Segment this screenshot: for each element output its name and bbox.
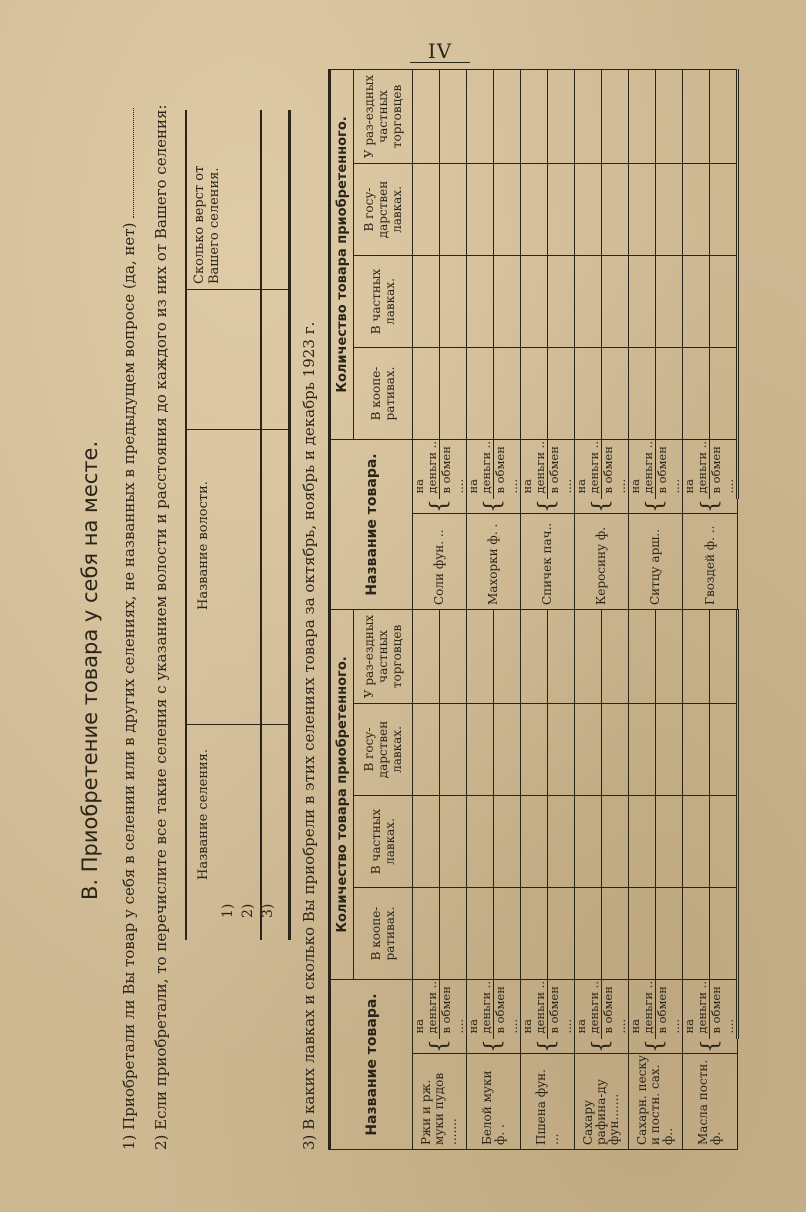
- left-good-name: Масла постн. ф.: [683, 1054, 738, 1150]
- villages-header-village: Название селения.: [196, 749, 211, 880]
- left-sub-coop: В коопе-ративах.: [354, 888, 413, 980]
- question-3: 3) В каких лавках и сколько Вы приобрели в этих селениях товара за октябрь, ноябрь и декабрь 1923 г.: [300, 321, 318, 1150]
- village-row-1: 1): [220, 903, 236, 918]
- purchase-table-left: Название товара. Количество товара приобретенного. В коопе-ративах. В частных лавках. В госу-дарствен лавках. У раз-ездных частных торговцев Ржи и рж. муки пудов ....... { на деньги .. в обмен .... Белой муки ф. . { на деньги .. в обмен .... Пшена фун. ... { на деньги .. в обмен .... Сахару рафина-ду фун....... { на деньги .. в обмен .... Сахарн. песку и постн. сах. ф.. { на деньги .. в обмен .... Масла постн. ф. { на деньги .. в обмен ....: [328, 609, 739, 1150]
- right-good-name: Ситцу арш..: [629, 514, 683, 610]
- right-name-header: Название товара.: [330, 440, 413, 610]
- left-good-name: Ржи и рж. муки пудов .......: [413, 1054, 467, 1150]
- right-good-name: Махорки ф. .: [467, 514, 521, 610]
- villages-header-volost: Название волости.: [196, 481, 211, 610]
- left-sub-peddlers: У раз-ездных частных торговцев: [354, 609, 413, 703]
- left-good-name: Сахару рафина-ду фун.......: [575, 1054, 629, 1150]
- purchase-table-right: Название товара. Количество товара приобретенного. В коопе-ративах. В частных лавках. В госу-дарствен лавках. У раз-ездных частных торговцев Соли фун. .. { на деньги .. в обмен .... Махорки ф. . { на деньги .. в обмен .... Спичек пач.. { на деньги .. в обмен .... Керосину ф. { на деньги .. в обмен .... Ситцу арш.. { на деньги .. в обмен .... Гвоздей ф. .. { на деньги .. в обмен ....: [328, 69, 739, 610]
- right-sub-private: В частных лавках.: [354, 256, 413, 348]
- left-good-name: Пшена фун. ...: [521, 1054, 575, 1150]
- left-name-header: Название товара.: [330, 980, 413, 1150]
- village-row-3: 3): [260, 903, 276, 918]
- right-qty-header: Количество товара приобретенного.: [330, 69, 354, 439]
- left-qty-header: Количество товара приобретенного.: [330, 609, 354, 979]
- left-good-name: Белой муки ф. .: [467, 1054, 521, 1150]
- rotated-content: [70, 70, 770, 1150]
- left-sub-private: В частных лавках.: [354, 796, 413, 888]
- villages-header-distance: Сколько верст от Вашего селения.: [192, 165, 222, 284]
- village-row-2: 2): [240, 903, 256, 918]
- right-sub-coop: В коопе-ративах.: [354, 348, 413, 440]
- left-sub-state: В госу-дарствен лавках.: [354, 704, 413, 796]
- left-good-name: Сахарн. песку и постн. сах. ф..: [629, 1054, 683, 1150]
- right-sub-state: В госу-дарствен лавках.: [354, 164, 413, 256]
- right-good-name: Соли фун. ..: [413, 514, 467, 610]
- page-number: IV: [410, 40, 470, 63]
- question-1: 1) Приобретали ли Вы товар у себя в селении или в других селениях, не названных в предыдущем вопросе (да, нет): [120, 108, 138, 1150]
- right-sub-peddlers: У раз-ездных частных торговцев: [354, 69, 413, 163]
- right-good-name: Спичек пач..: [521, 514, 575, 610]
- question-2: 2) Если приобретали, то перечислите все такие селения с указанием волости и расстояния до каждого из них от Вашего селения:: [152, 104, 170, 1150]
- section-title: В. Приобретение товара у себя на месте.: [78, 440, 102, 900]
- right-good-name: Керосину ф.: [575, 514, 629, 610]
- right-good-name: Гвоздей ф. ..: [683, 514, 738, 610]
